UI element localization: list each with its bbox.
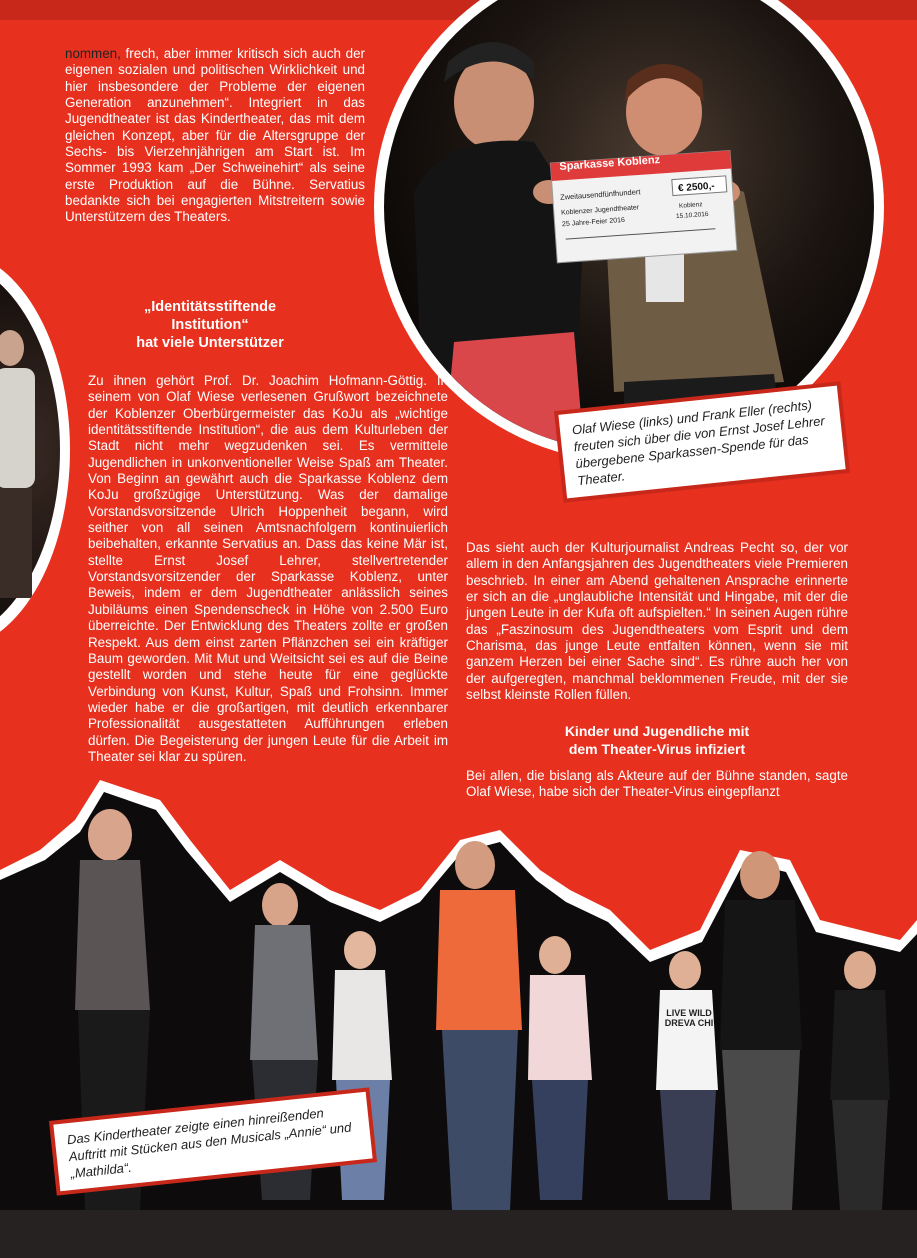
heading-identitaet-line2: Institution“ <box>171 317 249 333</box>
column-right-text: Das sieht auch der Kulturjournalist Andreas Pecht so, der vor allem in den Anfangsjahren des Jugendtheaters viele Premieren beschrieb. In einer am Abend gehaltenen Ansprache erinnerte er sich an die „unglaubliche Intensität und Hingabe, mit der die jungen Leute in der Kufa oft aufspielten.“ In seinen Augen rühre das „Faszinosum des Jugendtheaters vom Esprit und dem Charisma, das junge Leute entfalten können, wenn sie mit ganzem Herzen bei einer Sache sind“. Es rühre auch her von der aufgeregten, manchmal beklommenen Freude, mit der sie selbst kleinste Rollen füllen. <box>466 540 848 703</box>
cheque-purpose: 25 Jahre-Feier 2016 <box>561 216 626 229</box>
cheque-amount: € 2500,- <box>677 180 716 195</box>
heading-theater-virus-line2: dem Theater-Virus infiziert <box>568 741 746 757</box>
cheque-payee: Koblenzer Jugendtheater <box>560 204 640 217</box>
column-left-top <box>65 46 365 226</box>
column-left-main <box>88 373 448 765</box>
cheque-place: Koblenz <box>678 201 703 210</box>
heading-identitaet-line1: „Identitätsstiftende <box>143 299 277 315</box>
first-word-highlight: nommen, <box>65 46 121 61</box>
heading-theater-virus-line1: Kinder und Jugendliche mit <box>564 723 750 739</box>
column-left-main-text: Zu ihnen gehört Prof. Dr. Joachim Hofmann-Göttig. In seinem von Olaf Wiese verlesenen Grußwort bezeichnete der Koblenzer Oberbürgermeister das KoJu als „wichtige identitätsstiftende Institution“, die aus dem Kulturleben der Stadt nicht mehr wegzudenken sei. Es vermittele Jugendlichen in unkonventioneller Weise Spaß am Theater. Von Beginn an gewährt auch die Sparkasse Koblenz dem KoJu großzügige Unterstützung. Was der damalige Vorstandsvorsitzende Ulrich Hoppenheit begann, wird seither von all seinen Amtsnachfolgern kontinuierlich beibehalten, erkannte Servatius an. Dass das keine Mär ist, stellte Ernst Josef Lehrer, stellvertretender Vorstandsvorsitzender der Sparkasse Koblenz, unter Beweis, indem er dem Jugendtheater anlässlich seines Jubiläums einen Spendenscheck in Höhe von 2.500 Euro überreichte. Der Entwicklung des Theaters zollte er großen Respekt. Aus dem einst zarten Pflänzchen sei ein kräftiger Baum geworden. Mit Mut und Weitsicht sei es auf die Beine gestellt worden und stehe heute für eine geglückte Verbindung von Kunst, Kultur, Spaß und Frohsinn. Immer wieder habe er die großartigen, mit deutlich erkennbarer Professionalität ausgestatteten Aufführungen erleben dürfen. Die Begeisterung der jungen Leute für die Arbeit im Theater sei klar zu spüren. <box>88 373 448 764</box>
heading-identitaet-line3: hat viele Unterstützer <box>136 335 284 351</box>
column-right-text2: Bei allen, die bislang als Akteure auf der Bühne standen, sagte Olaf Wiese, habe sich der Theater-Virus eingepflanzt <box>466 768 848 800</box>
heading-identitaet <box>100 298 320 352</box>
caption-stage-text: Das Kindertheater zeigte einen hinreißenden Auftritt mit Stücken aus den Musicals „Annie“ und „Mathilda“. <box>66 1105 352 1182</box>
cheque-amount-words: Zweitausendfünfhundert <box>559 187 641 202</box>
left-photo-fragment <box>0 250 70 650</box>
heading-theater-virus <box>466 722 848 758</box>
cheque-bank-name: Sparkasse Koblenz <box>559 153 661 173</box>
column-left-top-text: frech, aber immer kritisch sich auch der eigenen sozialen und politischen Wirklichkeit und hier insbesondere der Probleme der eigenen Generation anzunehmen“. Integriert in das Jugendtheater ist das Kindertheater, das mit dem gleichen Konzept, aber für die Altersgruppe der Sechs- bis Vierzehnjährigen am Start ist. Im Sommer 1993 kam „Der Schweinehirt“ als seine erste Produktion auf die Bühne. Servatius bedankte sich bei engagierten Mitstreitern sowie Unterstützern des Theaters. <box>65 46 365 225</box>
caption-cheque-text: Olaf Wiese (links) und Frank Eller (rechts) freuten sich über die von Ernst Josef Lehrer übergebene Sparkassen-Spende für das Theater. <box>571 397 826 489</box>
stage-photo <box>0 780 917 1258</box>
cheque-date: 15.10.2016 <box>675 210 709 221</box>
column-right <box>466 540 848 703</box>
shirt-print-text: LIVE WILD DREVA CHI <box>664 1008 714 1028</box>
